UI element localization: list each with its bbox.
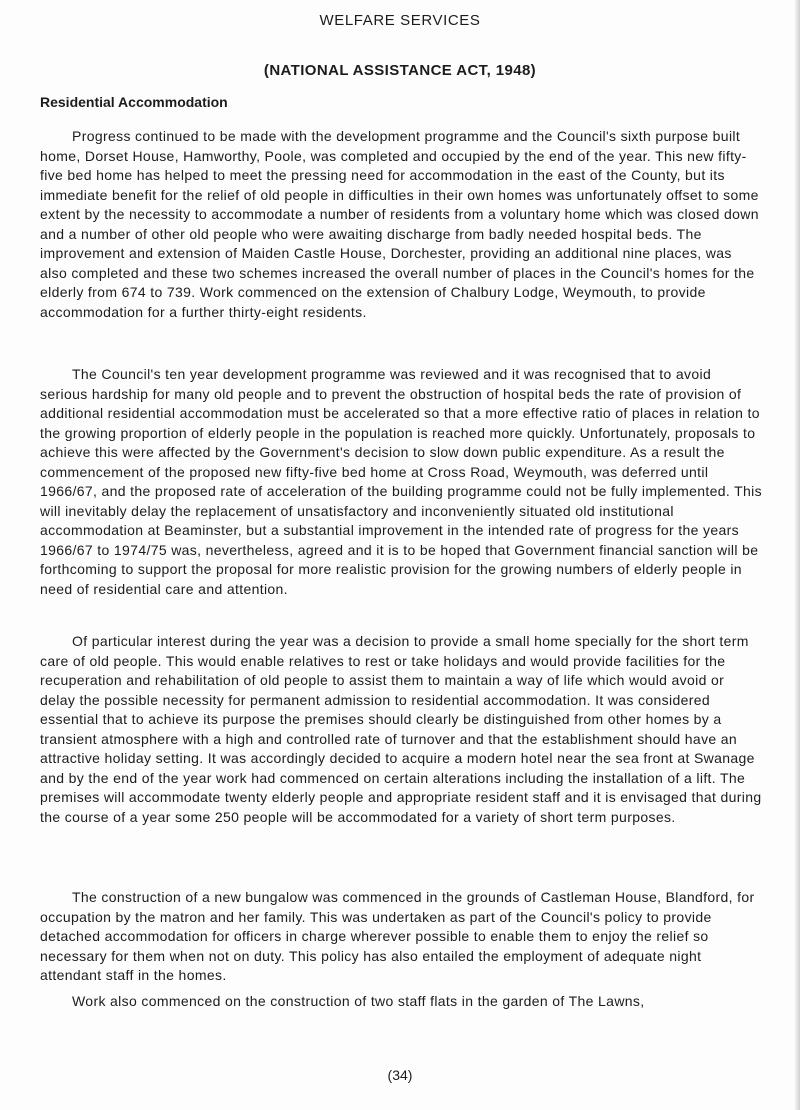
paragraph-development-programme: The Council's ten year development programme was reviewed and it was recognised that to avoid serious hardship for many old people and to prevent the obstruction of hospital beds the rate of provision of additional residential accommodation must be accelerated so that a more effective ratio of places in relation to the growing proportion of elderly people in the population is reached more quickly. Unfortunately, proposals to achieve this were affected by the Government's decision to slow down public expenditure. As a result the commencement of the proposed new fifty-five bed home at Cross Road, Weymouth, was deferred until 1966/67, and the proposed rate of acceleration of the building programme could not be fully implemented. This will inevitably delay the replacement of unsatisfactory and inconveniently situated old institutional accommodation at Beaminster, but a substantial improvement in the intended rate of progress for the years 1966/67 to 1974/75 was, nevertheless, agreed and it is to be hoped that Government financial sanction will be forthcoming to support the proposal for more realistic provision for the growing numbers of elderly people in need of residential care and attention. [40,366,762,597]
page-edge-shadow [794,0,800,1110]
paragraph-progress: Progress continued to be made with the development programme and the Council's sixth purpose built home, Dorset House, Hamworthy, Poole, was completed and occupied by the end of the year. This new fifty-five bed home has helped to meet the pressing need for accommodation in the east of the County, but its immediate benefit for the relief of old people in difficulties in their own homes was unfortunately offset to some extent by the necessity to accommodate a number of residents from a voluntary home which was closed down and a number of other old people who were awaiting discharge from badly needed hospital beds. The improvement and extension of Maiden Castle House, Dorchester, providing an additional nine places, was also completed and these two schemes increased the overall number of places in the Council's homes for the elderly from 674 to 739. Work commenced on the extension of Chalbury Lodge, Weymouth, to provide accommodation for a further thirty-eight residents. [40,128,759,320]
paragraph-bungalow: The construction of a new bungalow was commenced in the grounds of Castleman House, Blandford, for occupation by the matron and her family. This was undertaken as part of the Council's policy to provide detached accommodation for officers in charge wherever possible to enable them to enjoy the relief so necessary for them when not on duty. This policy has also entailed the employment of adequate night attendant staff in the homes. [40,889,755,983]
page-subtitle: (NATIONAL ASSISTANCE ACT, 1948) [263,62,537,79]
paragraph-staff-flats: Work also commenced on the construction of two staff flats in the garden of The Lawns, [72,993,645,1009]
page-number: (34) [387,1067,413,1083]
section-heading: Residential Accommodation [40,94,228,110]
paragraph-short-term-care: Of particular interest during the year was a decision to provide a small home specially for the short term care of old people. This would enable relatives to rest or take holidays and would provide facilities for the recuperation and rehabilitation of old people to assist them to maintain a way of life which would avoid or delay the possible necessity for permanent admission to residential accommodation. It was considered essential that to achieve its purpose the premises should clearly be distinguished from other homes by a transient atmosphere with a high and controlled rate of turnover and that the establishment should have an attractive holiday setting. It was accordingly decided to acquire a modern hotel near the sea front at Swanage and by the end of the year work had commenced on certain alterations including the installation of a lift. The premises will accommodate twenty elderly people and appropriate resident staff and it is envisaged that during the course of a year some 250 people will be accommodated for a variety of short term purposes. [40,633,762,825]
page-title: WELFARE SERVICES [319,12,481,29]
